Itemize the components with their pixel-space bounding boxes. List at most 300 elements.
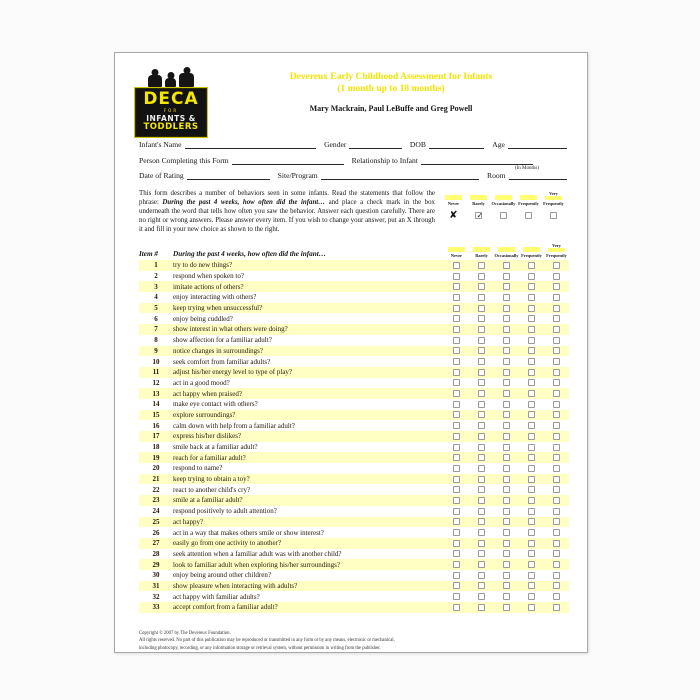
item-checkbox-group [444,410,569,421]
item-checkbox-very-frequently[interactable] [553,433,560,440]
item-checkbox-frequently[interactable] [528,358,535,365]
item-checkbox-rarely[interactable] [478,390,485,397]
item-checkbox-rarely[interactable] [478,561,485,568]
item-checkbox-never[interactable] [453,582,460,589]
item-checkbox-very-frequently[interactable] [553,465,560,472]
item-checkbox-frequently[interactable] [528,326,535,333]
item-checkbox-never[interactable] [453,262,460,269]
item-checkbox-frequently[interactable] [528,294,535,301]
item-checkbox-never[interactable] [453,369,460,376]
item-checkbox-never[interactable] [453,572,460,579]
item-checkbox-occasionally[interactable] [503,454,510,461]
checkbox-cell [494,367,519,378]
item-checkbox-rarely[interactable] [478,582,485,589]
item-checkbox-occasionally[interactable] [503,401,510,408]
item-checkbox-occasionally[interactable] [503,262,510,269]
checkbox-cell [469,356,494,367]
item-checkbox-rarely[interactable] [478,315,485,322]
item-checkbox-very-frequently[interactable] [553,390,560,397]
item-checkbox-rarely[interactable] [478,476,485,483]
checkbox-cell [519,335,544,346]
checkbox-cell [444,495,469,506]
checkbox-cell [444,313,469,324]
item-checkbox-occasionally[interactable] [503,358,510,365]
room-line[interactable] [509,172,567,180]
item-checkbox-very-frequently[interactable] [553,454,560,461]
item-checkbox-group [444,463,569,474]
item-checkbox-occasionally[interactable] [503,582,510,589]
item-checkbox-rarely[interactable] [478,593,485,600]
item-checkbox-never[interactable] [453,358,460,365]
item-checkbox-frequently[interactable] [528,454,535,461]
item-checkbox-occasionally[interactable] [503,508,510,515]
item-checkbox-frequently[interactable] [528,508,535,515]
item-checkbox-never[interactable] [453,273,460,280]
item-checkbox-very-frequently[interactable] [553,326,560,333]
item-checkbox-very-frequently[interactable] [553,283,560,290]
item-checkbox-frequently[interactable] [528,337,535,344]
item-checkbox-rarely[interactable] [478,379,485,386]
item-checkbox-group [444,281,569,292]
person-completing-label: Person Completing this Form [139,155,229,165]
table-row [139,378,569,389]
item-checkbox-occasionally[interactable] [503,305,510,312]
item-checkbox-occasionally[interactable] [503,422,510,429]
checkbox-cell [444,410,469,421]
item-checkbox-very-frequently[interactable] [553,444,560,451]
checkbox-cell [494,442,519,453]
item-checkbox-occasionally[interactable] [503,273,510,280]
item-checkbox-group [444,335,569,346]
logo-toddlers-text: TODDLERS [143,122,199,133]
item-checkbox-never[interactable] [453,315,460,322]
checkbox-cell [444,367,469,378]
checkbox-cell [544,399,569,410]
item-checkbox-very-frequently[interactable] [553,337,560,344]
item-checkbox-never[interactable] [453,540,460,547]
item-checkbox-never[interactable] [453,604,460,611]
checkbox-cell [519,303,544,314]
item-checkbox-frequently[interactable] [528,390,535,397]
item-checkbox-very-frequently[interactable] [553,358,560,365]
item-checkbox-never[interactable] [453,561,460,568]
item-checkbox-rarely[interactable] [478,497,485,504]
checkbox-cell [519,538,544,549]
item-checkbox-never[interactable] [453,454,460,461]
item-checkbox-occasionally[interactable] [503,476,510,483]
item-checkbox-group [444,260,569,271]
item-checkbox-never[interactable] [453,411,460,418]
item-checkbox-frequently[interactable] [528,379,535,386]
item-checkbox-frequently[interactable] [528,347,535,354]
checkbox-cell [494,388,519,399]
checkbox-cell [544,538,569,549]
item-checkbox-frequently[interactable] [528,561,535,568]
site-program-label: Site/Program [277,171,318,180]
item-checkbox-frequently[interactable] [528,486,535,493]
item-checkbox-frequently[interactable] [528,401,535,408]
rating-label: Frequently [521,252,542,258]
item-checkbox-never[interactable] [453,305,460,312]
item-checkbox-occasionally[interactable] [503,326,510,333]
copyright-line1: Copyright © 2007 by The Devereux Foundation. [139,631,231,636]
checkbox-cell [444,442,469,453]
item-checkbox-very-frequently[interactable] [553,422,560,429]
highlight-band [445,195,462,200]
checkbox-cell [544,420,569,431]
item-checkbox-frequently[interactable] [528,315,535,322]
checkbox-cell [444,527,469,538]
item-number: 25 [152,517,160,526]
table-row [139,484,569,495]
item-checkbox-rarely[interactable] [478,358,485,365]
item-number: 12 [152,378,160,387]
item-checkbox-frequently[interactable] [528,369,535,376]
item-number: 5 [154,304,158,313]
checkbox-cell [444,602,469,613]
item-question: keep trying to obtain a toy? [173,475,250,484]
item-checkbox-rarely[interactable] [478,433,485,440]
room-label: Room [487,171,506,180]
item-checkbox-rarely[interactable] [478,550,485,557]
item-checkbox-frequently[interactable] [528,273,535,280]
item-checkbox-never[interactable] [453,476,460,483]
item-checkbox-rarely[interactable] [478,337,485,344]
site-program-line[interactable] [321,172,479,180]
item-checkbox-never[interactable] [453,518,460,525]
checkbox-cell [444,549,469,560]
item-question: calm down with help from a familiar adult? [173,421,295,430]
table-rows [139,260,569,613]
checkbox-cell [519,324,544,335]
item-checkbox-never[interactable] [453,486,460,493]
checkbox-cell [544,484,569,495]
item-checkbox-occasionally[interactable] [503,604,510,611]
gender-line[interactable] [349,141,401,149]
item-checkbox-rarely[interactable] [478,273,485,280]
table-row [139,495,569,506]
item-checkbox-very-frequently[interactable] [553,540,560,547]
item-checkbox-very-frequently[interactable] [553,411,560,418]
item-checkbox-rarely[interactable] [478,401,485,408]
item-checkbox-frequently[interactable] [528,604,535,611]
item-number: 7 [154,325,158,334]
checkbox-cell [444,271,469,282]
item-checkbox-never[interactable] [453,347,460,354]
item-checkbox-rarely[interactable] [478,369,485,376]
item-question: act happy when praised? [173,389,242,398]
item-checkbox-rarely[interactable] [478,411,485,418]
item-checkbox-never[interactable] [453,465,460,472]
item-number: 24 [152,507,160,516]
checkbox-cell [544,559,569,570]
item-checkbox-frequently[interactable] [528,476,535,483]
item-checkbox-very-frequently[interactable] [553,497,560,504]
item-checkbox-group [444,303,569,314]
item-number: 15 [152,410,160,419]
item-checkbox-very-frequently[interactable] [553,518,560,525]
field-row-2 [139,155,567,171]
instructions-part1: This form describes a number of behaviors seen in some infants. Read the statements that follow the phrase: [139,190,435,207]
example-mark-cell [466,210,491,221]
checkbox-cell [444,292,469,303]
date-of-rating-label: Date of Rating [139,171,184,180]
item-checkbox-rarely[interactable] [478,540,485,547]
infant-name-line[interactable] [185,141,317,149]
rating-label: Frequently [543,200,564,206]
item-checkbox-rarely[interactable] [478,294,485,301]
item-checkbox-rarely[interactable] [478,305,485,312]
item-number: 6 [154,314,158,323]
checkbox-cell [469,484,494,495]
item-checkbox-very-frequently[interactable] [553,508,560,515]
table-row [139,559,569,570]
checkbox-cell [469,260,494,271]
item-checkbox-occasionally[interactable] [503,433,510,440]
table-row [139,388,569,399]
item-checkbox-occasionally[interactable] [503,315,510,322]
item-checkbox-very-frequently[interactable] [553,476,560,483]
item-checkbox-very-frequently[interactable] [553,561,560,568]
item-checkbox-group [444,581,569,592]
example-empty-checkbox [500,212,507,219]
item-checkbox-never[interactable] [453,444,460,451]
item-checkbox-never[interactable] [453,593,460,600]
gender-label: Gender [324,140,347,149]
item-checkbox-never[interactable] [453,497,460,504]
item-question: enjoy being around other children? [173,571,271,580]
item-checkbox-rarely[interactable] [478,454,485,461]
item-checkbox-never[interactable] [453,508,460,515]
item-checkbox-occasionally[interactable] [503,540,510,547]
checkbox-cell [469,346,494,357]
instructions-text [139,189,435,235]
checkbox-cell [519,474,544,485]
item-checkbox-occasionally[interactable] [503,486,510,493]
item-checkbox-occasionally[interactable] [503,283,510,290]
item-number: 16 [152,421,160,430]
item-checkbox-very-frequently[interactable] [553,529,560,536]
item-checkbox-occasionally[interactable] [503,561,510,568]
checkbox-cell [469,517,494,528]
checkbox-cell [544,260,569,271]
item-checkbox-never[interactable] [453,401,460,408]
item-checkbox-frequently[interactable] [528,411,535,418]
item-checkbox-occasionally[interactable] [503,390,510,397]
item-checkbox-very-frequently[interactable] [553,379,560,386]
item-checkbox-very-frequently[interactable] [553,582,560,589]
item-checkbox-very-frequently[interactable] [553,347,560,354]
item-checkbox-very-frequently[interactable] [553,401,560,408]
item-checkbox-rarely[interactable] [478,283,485,290]
checkbox-cell [469,313,494,324]
item-checkbox-rarely[interactable] [478,529,485,536]
item-number: 20 [152,464,160,473]
table-row [139,538,569,549]
item-question: smile back at a familiar adult? [173,443,258,452]
checkbox-cell [494,463,519,474]
table-row [139,431,569,442]
table-row [139,313,569,324]
checkbox-cell [494,356,519,367]
item-checkbox-very-frequently[interactable] [553,305,560,312]
item-checkbox-very-frequently[interactable] [553,273,560,280]
item-checkbox-occasionally[interactable] [503,529,510,536]
item-checkbox-occasionally[interactable] [503,593,510,600]
item-checkbox-very-frequently[interactable] [553,572,560,579]
item-checkbox-rarely[interactable] [478,347,485,354]
item-checkbox-frequently[interactable] [528,497,535,504]
checkbox-cell [469,602,494,613]
item-checkbox-occasionally[interactable] [503,369,510,376]
relationship-line[interactable] [421,157,533,165]
item-checkbox-never[interactable] [453,283,460,290]
item-checkbox-rarely[interactable] [478,262,485,269]
item-checkbox-occasionally[interactable] [503,497,510,504]
checkbox-cell [444,356,469,367]
item-checkbox-group [444,538,569,549]
item-checkbox-frequently[interactable] [528,465,535,472]
item-checkbox-never[interactable] [453,379,460,386]
item-question: accept comfort from a familiar adult? [173,603,278,612]
item-checkbox-never[interactable] [453,422,460,429]
item-checkbox-group [444,474,569,485]
item-checkbox-very-frequently[interactable] [553,550,560,557]
item-checkbox-rarely[interactable] [478,465,485,472]
item-checkbox-frequently[interactable] [528,572,535,579]
rating-column-header [519,243,544,258]
item-checkbox-rarely[interactable] [478,422,485,429]
person-completing-line[interactable] [232,157,344,165]
item-checkbox-frequently[interactable] [528,550,535,557]
checkbox-cell [519,495,544,506]
item-number: 17 [152,432,160,441]
item-checkbox-group [444,324,569,335]
item-checkbox-frequently[interactable] [528,262,535,269]
item-checkbox-rarely[interactable] [478,518,485,525]
checkbox-cell [494,399,519,410]
item-checkbox-very-frequently[interactable] [553,294,560,301]
checkbox-cell [444,474,469,485]
item-checkbox-never[interactable] [453,390,460,397]
item-checkbox-occasionally[interactable] [503,465,510,472]
dob-label: DOB [409,140,426,149]
checkbox-cell [544,581,569,592]
item-checkbox-very-frequently[interactable] [553,315,560,322]
checkbox-cell [519,570,544,581]
checkbox-cell [444,431,469,442]
checkbox-cell [494,410,519,421]
item-checkbox-never[interactable] [453,550,460,557]
item-question: show affection for a familiar adult? [173,336,272,345]
item-checkbox-frequently[interactable] [528,444,535,451]
item-checkbox-frequently[interactable] [528,283,535,290]
table-row [139,591,569,602]
item-checkbox-rarely[interactable] [478,326,485,333]
item-checkbox-frequently[interactable] [528,422,535,429]
item-question: act happy? [173,517,204,526]
child-figure-icon [165,78,176,87]
item-checkbox-rarely[interactable] [478,604,485,611]
highlight-band [523,247,540,252]
item-checkbox-rarely[interactable] [478,508,485,515]
example-rating-block [441,191,569,221]
item-checkbox-occasionally[interactable] [503,379,510,386]
checkbox-cell [469,559,494,570]
item-checkbox-very-frequently[interactable] [553,486,560,493]
item-checkbox-occasionally[interactable] [503,444,510,451]
item-checkbox-occasionally[interactable] [503,572,510,579]
date-of-rating-line[interactable] [187,172,270,180]
copyright-line3: including photocopy, recording, or any information storage or retrieval system, without permission in writing from the publisher. [139,645,381,651]
item-checkbox-frequently[interactable] [528,305,535,312]
checkbox-cell [494,559,519,570]
item-checkbox-frequently[interactable] [528,540,535,547]
table-row [139,303,569,314]
item-checkbox-occasionally[interactable] [503,294,510,301]
field-row-1 [139,140,567,149]
item-checkbox-very-frequently[interactable] [553,604,560,611]
age-line[interactable] [508,141,567,149]
table-row [139,506,569,517]
checkbox-cell [544,570,569,581]
item-checkbox-never[interactable] [453,326,460,333]
item-number: 3 [154,282,158,291]
item-question: show pleasure when interacting with adults? [173,581,298,590]
item-checkbox-never[interactable] [453,337,460,344]
item-number: 22 [152,485,160,494]
item-checkbox-never[interactable] [453,433,460,440]
item-number: 33 [152,603,160,612]
item-checkbox-frequently[interactable] [528,529,535,536]
item-checkbox-rarely[interactable] [478,572,485,579]
checkbox-cell [494,452,519,463]
item-checkbox-frequently[interactable] [528,518,535,525]
relationship-label: Relationship to Infant [351,155,418,165]
checkbox-cell [519,281,544,292]
item-checkbox-very-frequently[interactable] [553,593,560,600]
item-checkbox-frequently[interactable] [528,582,535,589]
footer-copyright [139,630,395,652]
item-checkbox-very-frequently[interactable] [553,262,560,269]
checkbox-cell [519,378,544,389]
item-number: 8 [154,336,158,345]
checkbox-cell [519,399,544,410]
checkbox-cell [544,591,569,602]
checkbox-cell [444,484,469,495]
item-checkbox-occasionally[interactable] [503,347,510,354]
rating-column-header [544,243,569,258]
item-question: show interest in what others were doing? [173,325,288,334]
item-checkbox-very-frequently[interactable] [553,369,560,376]
dob-line[interactable] [429,141,484,149]
item-checkbox-rarely[interactable] [478,444,485,451]
item-checkbox-occasionally[interactable] [503,550,510,557]
item-question: act in a good mood? [173,378,230,387]
logo-deca-text: DECA [143,89,199,109]
item-question: enjoy being cuddled? [173,314,233,323]
item-checkbox-rarely[interactable] [478,486,485,493]
item-checkbox-never[interactable] [453,529,460,536]
item-checkbox-frequently[interactable] [528,593,535,600]
item-checkbox-occasionally[interactable] [503,337,510,344]
item-checkbox-frequently[interactable] [528,433,535,440]
item-checkbox-occasionally[interactable] [503,411,510,418]
item-checkbox-never[interactable] [453,294,460,301]
item-checkbox-occasionally[interactable] [503,518,510,525]
rating-column-header [494,243,519,258]
checkbox-cell [544,495,569,506]
